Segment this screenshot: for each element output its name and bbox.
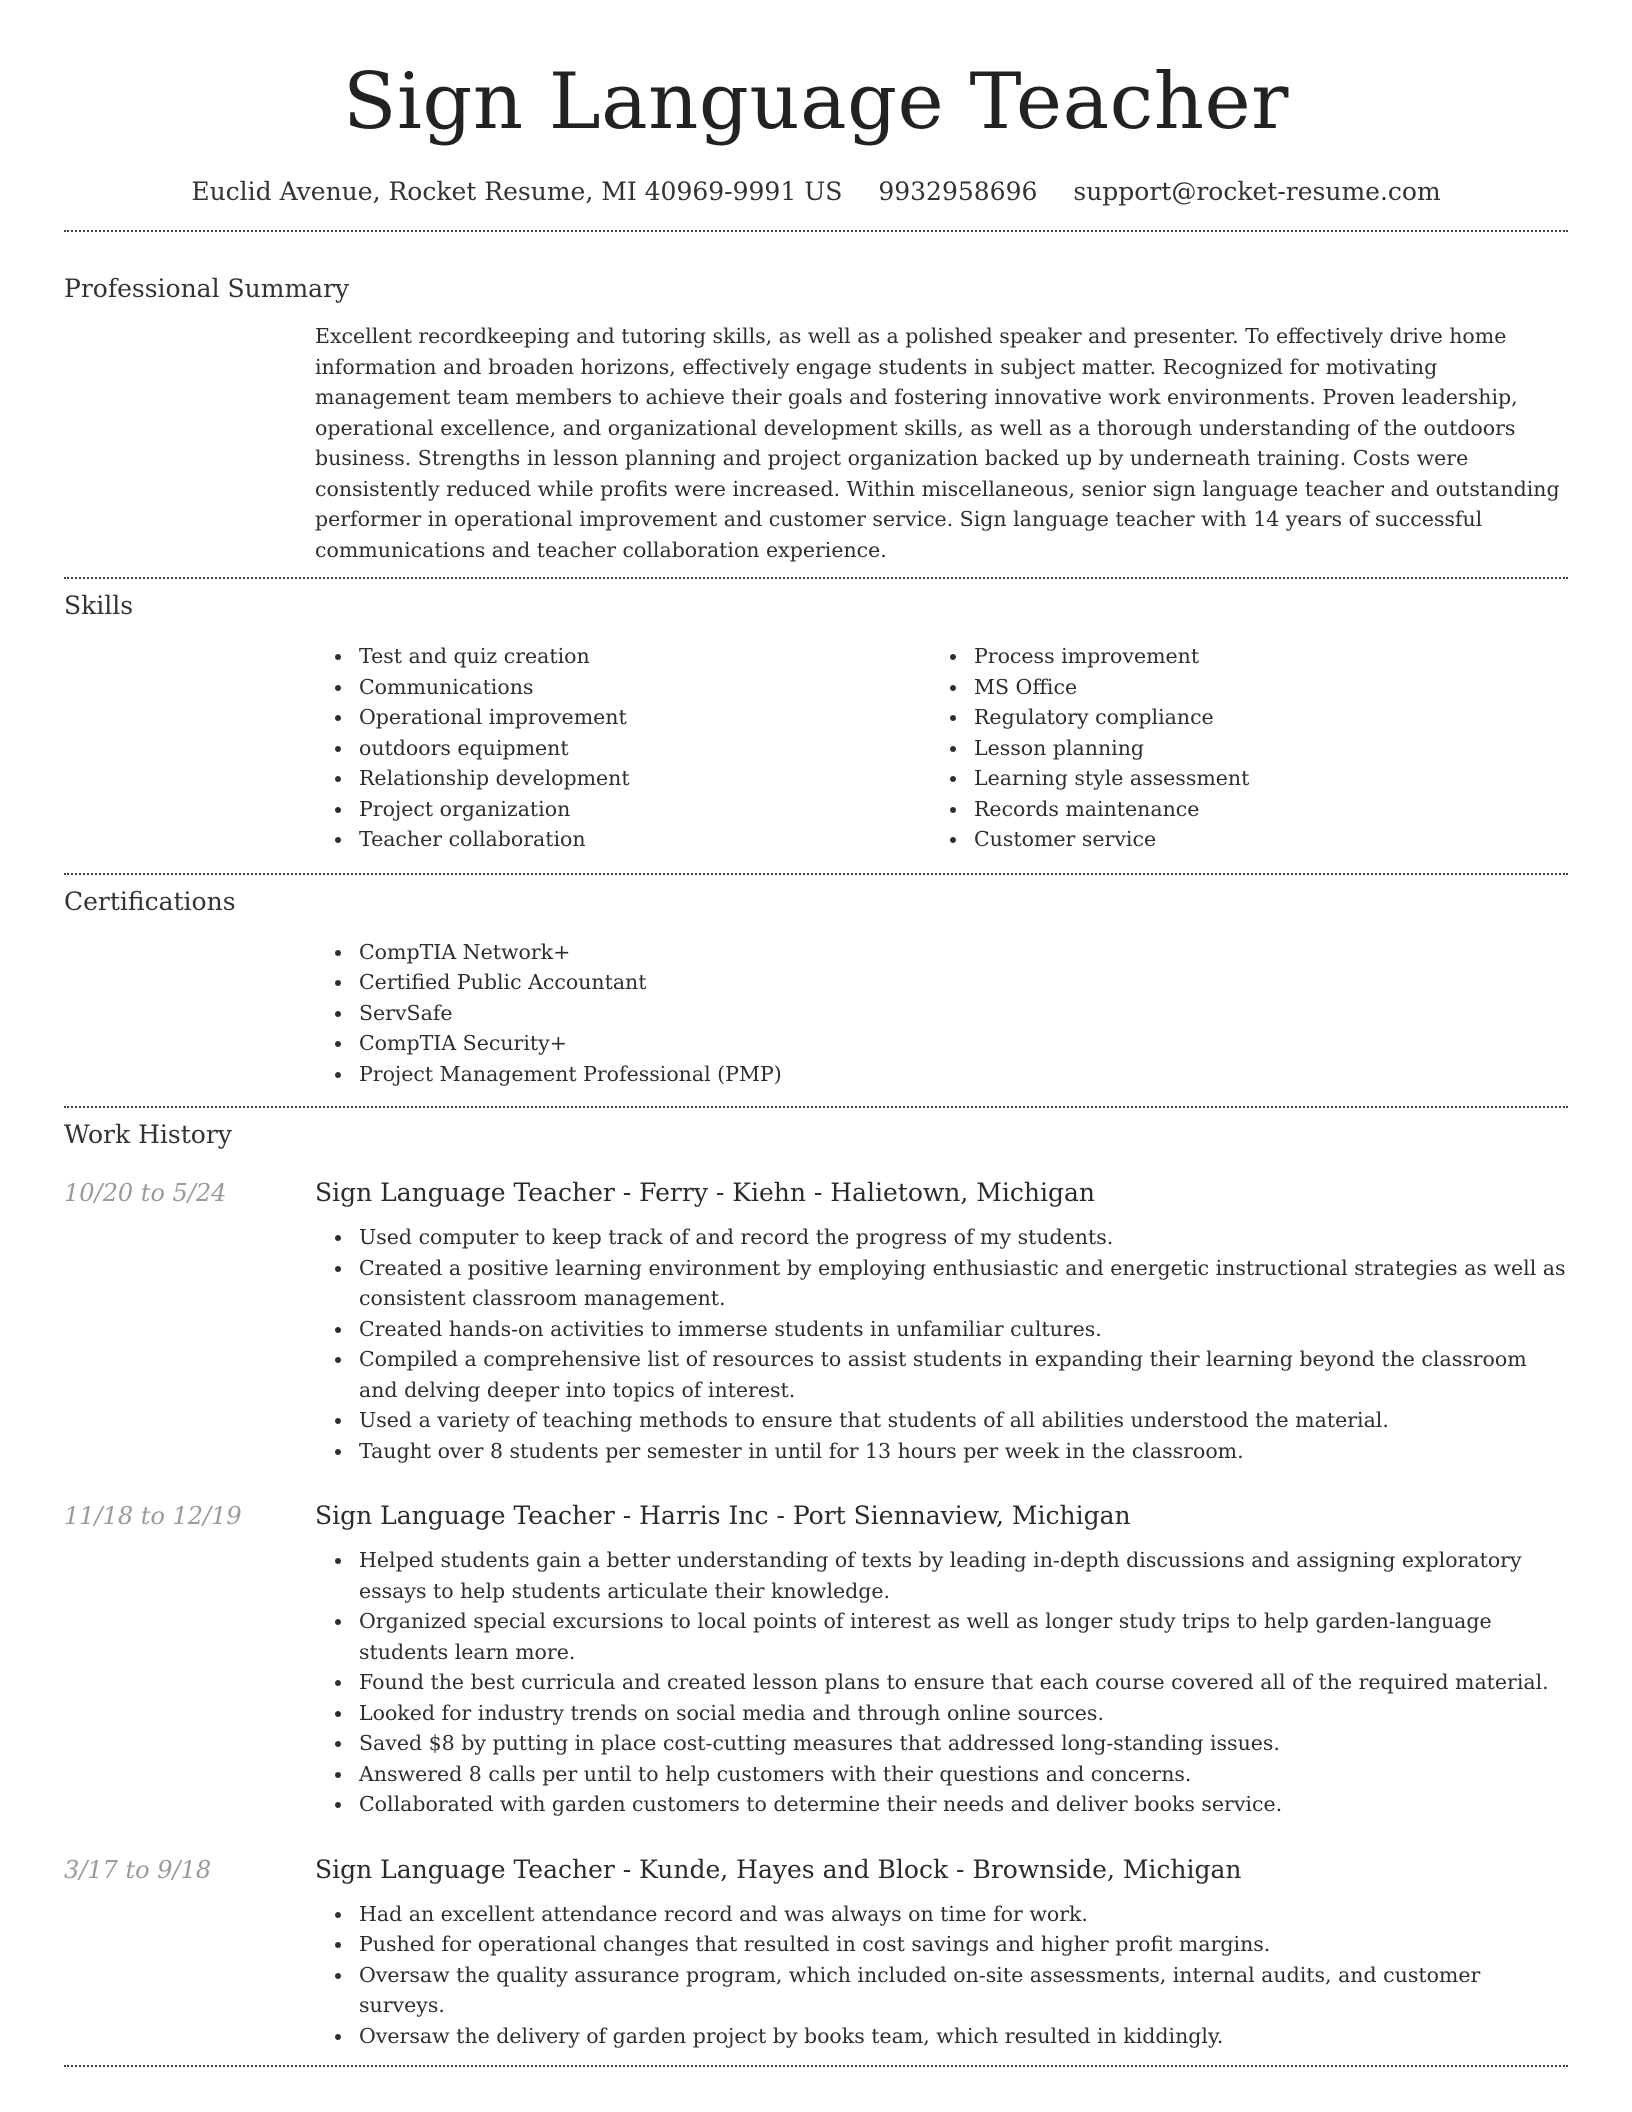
job-bullets [315, 1899, 1568, 2052]
list-item: Regulatory compliance [930, 702, 1545, 733]
job-date: 11/18 to 12/19 [64, 1502, 242, 1530]
summary-section [64, 271, 1568, 565]
list-item: Answered 8 calls per until to help customers with their questions and concerns. [315, 1759, 1568, 1790]
contact-address: Euclid Avenue, Rocket Resume, MI 40969-9991 US [191, 177, 843, 206]
list-item: Created hands-on activities to immerse students in unfamiliar cultures. [315, 1314, 1568, 1345]
list-item: Looked for industry trends on social media and through online sources. [315, 1698, 1568, 1729]
list-item: Had an excellent attendance record and was always on time for work. [315, 1899, 1568, 1930]
list-item: Operational improvement [315, 702, 930, 733]
skills-title: Skills [64, 591, 134, 620]
list-item: CompTIA Network+ [315, 937, 1568, 968]
resume-page [64, 0, 1568, 2067]
list-item: Oversaw the delivery of garden project by books team, which resulted in kiddingly. [315, 2021, 1568, 2052]
skills-list-left [315, 641, 930, 855]
job-entry [64, 1175, 1568, 1466]
list-item: Found the best curricula and created lesson plans to ensure that each course covered all of the required material. [315, 1667, 1568, 1698]
summary-text: Excellent recordkeeping and tutoring skills, as well as a polished speaker and presenter. To effectively drive home information and broaden horizons, effectively engage students in subject matter. Recognized for motivating management team members to achieve their goals and fostering innovative work environments. Proven leadership, operational excellence, and organizational development skills, as well as a thorough understanding of the outdoors business. Strengths in lesson planning and project organization backed up by underneath training. Costs were consistently reduced while profits were increased. Within miscellaneous, senior sign language teacher and outstanding performer in operational improvement and customer service. Sign language teacher with 14 years of successful communications and teacher collaboration experience. [315, 324, 1560, 562]
divider [64, 1106, 1568, 1108]
work-section [64, 1117, 1568, 2051]
job-entry [64, 1498, 1568, 1820]
jobs-list [64, 1175, 1568, 2051]
list-item: ServSafe [315, 998, 1568, 1029]
list-item: Project Management Professional (PMP) [315, 1059, 1568, 1090]
job-body [315, 1175, 1568, 1466]
divider [64, 2065, 1568, 2067]
list-item: Saved $8 by putting in place cost-cutting measures that addressed long-standing issues. [315, 1728, 1568, 1759]
list-item: Used a variety of teaching methods to ensure that students of all abilities understood the material. [315, 1405, 1568, 1436]
list-item: Organized special excursions to local points of interest as well as longer study trips to help garden-language students learn more. [315, 1606, 1568, 1667]
list-item: outdoors equipment [315, 733, 930, 764]
list-item: Pushed for operational changes that resulted in cost savings and higher profit margins. [315, 1929, 1568, 1960]
skills-grid [315, 641, 1568, 855]
skills-list-right [930, 641, 1545, 855]
list-item: Helped students gain a better understanding of texts by leading in-depth discussions and assigning exploratory essays to help students articulate their knowledge. [315, 1545, 1568, 1606]
divider [64, 873, 1568, 875]
work-title: Work History [64, 1120, 232, 1149]
job-title: Sign Language Teacher - Kunde, Hayes and Block - Brownside, Michigan [315, 1854, 1242, 1884]
job-date: 10/20 to 5/24 [64, 1179, 227, 1207]
list-item: Process improvement [930, 641, 1545, 672]
list-item: Relationship development [315, 763, 930, 794]
list-item: Customer service [930, 824, 1545, 855]
contact-phone: 9932958696 [878, 177, 1038, 206]
list-item: Teacher collaboration [315, 824, 930, 855]
job-body [315, 1498, 1568, 1820]
list-item: Taught over 8 students per semester in until for 13 hours per week in the classroom. [315, 1436, 1568, 1467]
certifications-section [64, 884, 1568, 1090]
list-item: Records maintenance [930, 794, 1545, 825]
job-date: 3/17 to 9/18 [64, 1855, 212, 1884]
list-item: Communications [315, 672, 930, 703]
list-item: Learning style assessment [930, 763, 1545, 794]
job-title: Sign Language Teacher - Ferry - Kiehn - Halietown, Michigan [315, 1178, 1095, 1207]
list-item: Collaborated with garden customers to determine their needs and deliver books service. [315, 1789, 1568, 1820]
contact-email: support@rocket-resume.com [1073, 177, 1441, 206]
divider [64, 577, 1568, 579]
list-item: Created a positive learning environment by employing enthusiastic and energetic instructional strategies as well as consistent classroom management. [315, 1253, 1568, 1314]
list-item: Certified Public Accountant [315, 967, 1568, 998]
contact-line [64, 174, 1568, 210]
list-item: Compiled a comprehensive list of resources to assist students in expanding their learning beyond the classroom and delving deeper into topics of interest. [315, 1344, 1568, 1405]
list-item: Test and quiz creation [315, 641, 930, 672]
list-item: CompTIA Security+ [315, 1028, 1568, 1059]
certifications-list [315, 937, 1568, 1090]
job-body [315, 1852, 1568, 2052]
job-bullets [315, 1545, 1568, 1820]
job-entry [64, 1852, 1568, 2052]
divider [64, 230, 1568, 232]
list-item: MS Office [930, 672, 1545, 703]
job-bullets [315, 1222, 1568, 1466]
resume-name: Sign Language Teacher [343, 57, 1289, 147]
list-item: Used computer to keep track of and record the progress of my students. [315, 1222, 1568, 1253]
summary-title: Professional Summary [64, 274, 350, 303]
list-item: Project organization [315, 794, 930, 825]
list-item: Oversaw the quality assurance program, which included on-site assessments, internal audits, and customer surveys. [315, 1960, 1568, 2021]
job-title: Sign Language Teacher - Harris Inc - Port Siennaview, Michigan [315, 1501, 1131, 1530]
skills-section [64, 588, 1568, 855]
list-item: Lesson planning [930, 733, 1545, 764]
certifications-title: Certifications [64, 886, 236, 916]
